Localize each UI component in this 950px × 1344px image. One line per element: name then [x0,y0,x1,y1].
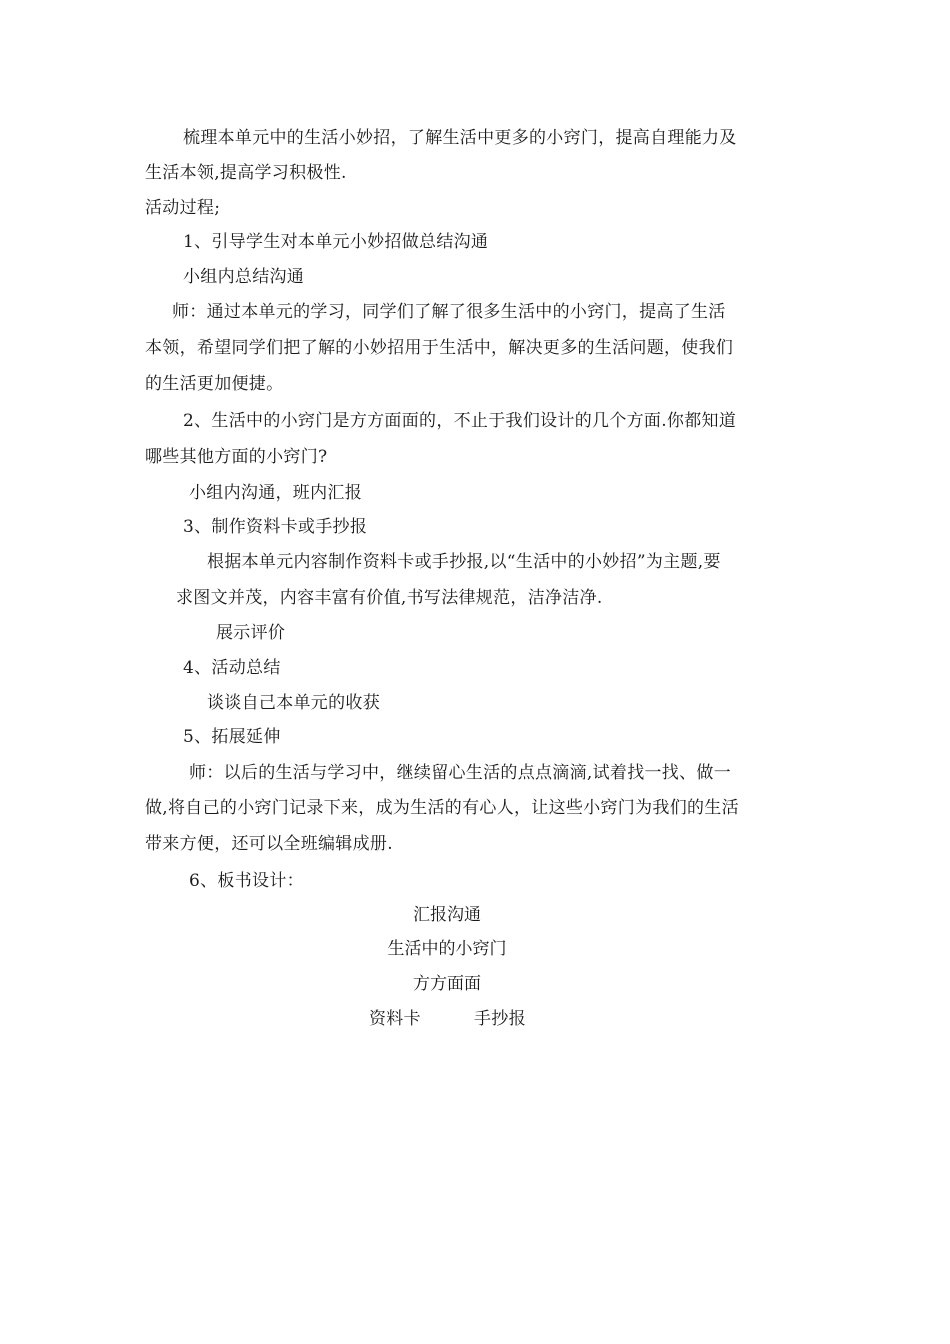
step5-line-1: 师：以后的生活与学习中，继续留心生活的点点滴滴,试着找一找、做一 [189,763,732,783]
step4-sub: 谈谈自己本单元的收获 [207,693,380,713]
step3-title: 3、制作资料卡或手抄报 [183,517,368,537]
step3-sub: 展示评价 [216,623,286,643]
step5-line-2: 做,将自己的小窍门记录下来，成为生活的有心人，让这些小窍门为我们的生活 [145,798,739,818]
step1-teacher-line-2: 本领，希望同学们把了解的小妙招用于生活中，解决更多的生活问题，使我们 [145,338,734,358]
step2-sub: 小组内沟通，班内汇报 [189,483,362,503]
intro-line-1: 梳理本单元中的生活小妙招，了解生活中更多的小窍门，提高自理能力及 [183,128,737,148]
step3-line-2: 求图文并茂，内容丰富有价值,书写法律规范，洁净洁净. [176,588,603,608]
step6-title: 6、板书设计： [189,871,304,891]
step1-teacher-line-3: 的生活更加便捷。 [145,374,284,394]
board-line-1: 汇报沟通 [413,905,481,925]
intro-line-2: 生活本领,提高学习积极性. [145,163,347,183]
step2-line-2: 哪些其他方面的小窍门? [145,447,328,467]
board-left: 资料卡 [369,1009,421,1029]
step1-title: 1、引导学生对本单元小妙招做总结沟通 [183,232,489,252]
step3-line-1: 根据本单元内容制作资料卡或手抄报,以“生活中的小妙招”为主题,要 [207,552,721,572]
board-line-2: 生活中的小窍门 [387,939,507,959]
board-right: 手抄报 [474,1009,526,1029]
step4-title: 4、活动总结 [183,658,281,678]
step2-line-1: 2、生活中的小窍门是方方面面的，不止于我们设计的几个方面.你都知道 [183,411,737,431]
step1-teacher-line-1: 师：通过本单元的学习，同学们了解了很多生活中的小窍门，提高了生活 [172,302,726,322]
step5-line-3: 带来方便，还可以全班编辑成册. [145,834,393,854]
step1-sub: 小组内总结沟通 [183,267,305,287]
process-heading: 活动过程; [145,198,221,218]
step5-title: 5、拓展延伸 [183,727,281,747]
board-line-3: 方方面面 [413,974,481,994]
